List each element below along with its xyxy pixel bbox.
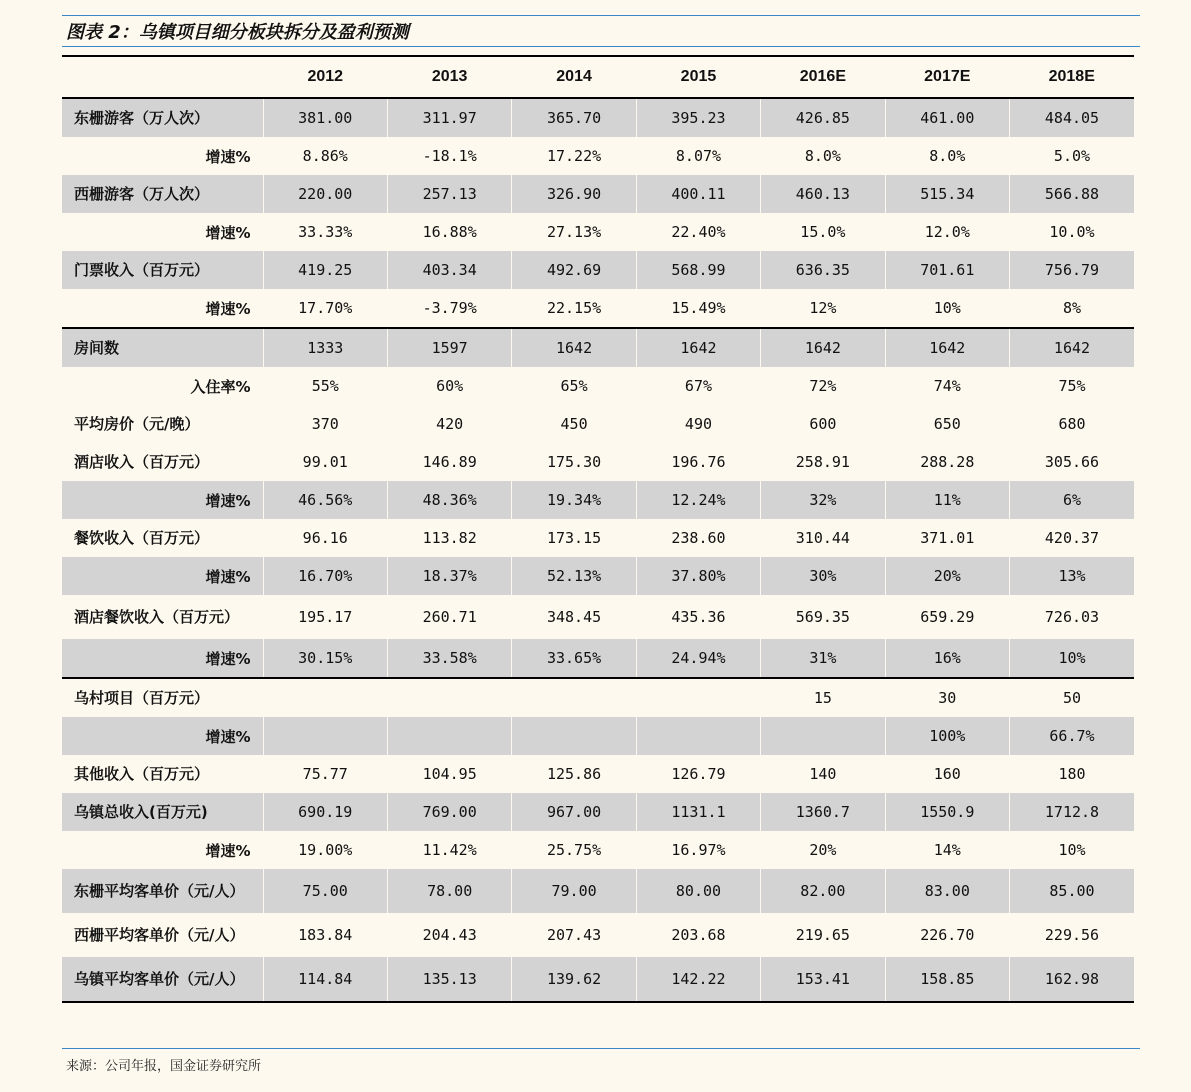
row-label: 增速% xyxy=(62,213,263,251)
value-cell: 381.00 xyxy=(263,98,387,137)
header-year: 2016E xyxy=(761,56,885,98)
value-cell: 288.28 xyxy=(885,443,1009,481)
value-cell: 175.30 xyxy=(512,443,636,481)
row-label: 房间数 xyxy=(62,328,263,367)
row-label: 乌镇总收入(百万元) xyxy=(62,793,263,831)
value-cell: 27.13% xyxy=(512,213,636,251)
row-label: 增速% xyxy=(62,137,263,175)
row-label: 东栅平均客单价（元/人） xyxy=(62,869,263,913)
value-cell: 1642 xyxy=(512,328,636,367)
value-cell: 1550.9 xyxy=(885,793,1009,831)
value-cell: 16.70% xyxy=(263,557,387,595)
value-cell: 1360.7 xyxy=(761,793,885,831)
value-cell: 680 xyxy=(1009,405,1134,443)
value-cell: 135.13 xyxy=(387,957,511,1002)
value-cell xyxy=(512,717,636,755)
row-label: 其他收入（百万元） xyxy=(62,755,263,793)
value-cell: 260.71 xyxy=(387,595,511,639)
table-row xyxy=(62,175,1134,213)
value-cell: 66.7% xyxy=(1009,717,1134,755)
table-row xyxy=(62,755,1134,793)
value-cell: 15.0% xyxy=(761,213,885,251)
row-label: 增速% xyxy=(62,557,263,595)
value-cell: 18.37% xyxy=(387,557,511,595)
growth-row xyxy=(62,137,1134,175)
value-cell: 8% xyxy=(1009,289,1134,328)
value-cell: 20% xyxy=(761,831,885,869)
value-cell: 46.56% xyxy=(263,481,387,519)
table-row xyxy=(62,595,1134,639)
value-cell: 162.98 xyxy=(1009,957,1134,1002)
value-cell: 450 xyxy=(512,405,636,443)
value-cell: 146.89 xyxy=(387,443,511,481)
table-row xyxy=(62,793,1134,831)
value-cell: 31% xyxy=(761,639,885,678)
value-cell: 113.82 xyxy=(387,519,511,557)
value-cell: 6% xyxy=(1009,481,1134,519)
value-cell: 310.44 xyxy=(761,519,885,557)
value-cell: 72% xyxy=(761,367,885,405)
growth-row xyxy=(62,639,1134,678)
value-cell: 370 xyxy=(263,405,387,443)
value-cell: 79.00 xyxy=(512,869,636,913)
row-label: 入住率% xyxy=(62,367,263,405)
value-cell: 490 xyxy=(636,405,760,443)
value-cell xyxy=(263,678,387,717)
value-cell: 492.69 xyxy=(512,251,636,289)
value-cell: 769.00 xyxy=(387,793,511,831)
value-cell: 22.15% xyxy=(512,289,636,328)
value-cell: 204.43 xyxy=(387,913,511,957)
value-cell: 16% xyxy=(885,639,1009,678)
table-row xyxy=(62,251,1134,289)
value-cell: 83.00 xyxy=(885,869,1009,913)
value-cell: 75.00 xyxy=(263,869,387,913)
value-cell: 348.45 xyxy=(512,595,636,639)
table-row xyxy=(62,957,1134,1002)
value-cell: 158.85 xyxy=(885,957,1009,1002)
value-cell: 395.23 xyxy=(636,98,760,137)
value-cell: 48.36% xyxy=(387,481,511,519)
value-cell: 600 xyxy=(761,405,885,443)
value-cell: 33.58% xyxy=(387,639,511,678)
value-cell: 1131.1 xyxy=(636,793,760,831)
value-cell: 203.68 xyxy=(636,913,760,957)
value-cell: 30 xyxy=(885,678,1009,717)
value-cell: 104.95 xyxy=(387,755,511,793)
value-cell: 1597 xyxy=(387,328,511,367)
value-cell: 25.75% xyxy=(512,831,636,869)
value-cell: 566.88 xyxy=(1009,175,1134,213)
value-cell: 636.35 xyxy=(761,251,885,289)
value-cell: 371.01 xyxy=(885,519,1009,557)
value-cell: 967.00 xyxy=(512,793,636,831)
value-cell: 17.70% xyxy=(263,289,387,328)
value-cell: 1712.8 xyxy=(1009,793,1134,831)
value-cell: 1642 xyxy=(636,328,760,367)
value-cell: 78.00 xyxy=(387,869,511,913)
value-cell: 75% xyxy=(1009,367,1134,405)
value-cell: 140 xyxy=(761,755,885,793)
header-year: 2014 xyxy=(512,56,636,98)
value-cell: 219.65 xyxy=(761,913,885,957)
value-cell: 226.70 xyxy=(885,913,1009,957)
value-cell: 659.29 xyxy=(885,595,1009,639)
table-row xyxy=(62,405,1134,443)
value-cell: 10% xyxy=(885,289,1009,328)
value-cell: 74% xyxy=(885,367,1009,405)
value-cell: 726.03 xyxy=(1009,595,1134,639)
value-cell: 65% xyxy=(512,367,636,405)
value-cell: 8.0% xyxy=(761,137,885,175)
value-cell: 1642 xyxy=(1009,328,1134,367)
value-cell: 139.62 xyxy=(512,957,636,1002)
growth-row xyxy=(62,717,1134,755)
value-cell: 114.84 xyxy=(263,957,387,1002)
value-cell: 173.15 xyxy=(512,519,636,557)
value-cell: 10% xyxy=(1009,831,1134,869)
value-cell: 32% xyxy=(761,481,885,519)
value-cell: 195.17 xyxy=(263,595,387,639)
value-cell: -3.79% xyxy=(387,289,511,328)
value-cell: 126.79 xyxy=(636,755,760,793)
value-cell: 80.00 xyxy=(636,869,760,913)
row-label: 增速% xyxy=(62,639,263,678)
value-cell: 8.07% xyxy=(636,137,760,175)
value-cell: 403.34 xyxy=(387,251,511,289)
value-cell: 12% xyxy=(761,289,885,328)
value-cell: 461.00 xyxy=(885,98,1009,137)
table-bottom-rule xyxy=(62,1048,1140,1049)
value-cell: 20% xyxy=(885,557,1009,595)
row-label: 西栅平均客单价（元/人） xyxy=(62,913,263,957)
value-cell: 12.0% xyxy=(885,213,1009,251)
row-label: 增速% xyxy=(62,831,263,869)
value-cell: 257.13 xyxy=(387,175,511,213)
value-cell: 11% xyxy=(885,481,1009,519)
value-cell: 420.37 xyxy=(1009,519,1134,557)
value-cell: 15 xyxy=(761,678,885,717)
value-cell: 419.25 xyxy=(263,251,387,289)
row-label: 酒店收入（百万元） xyxy=(62,443,263,481)
value-cell: 22.40% xyxy=(636,213,760,251)
value-cell: 5.0% xyxy=(1009,137,1134,175)
value-cell: 14% xyxy=(885,831,1009,869)
row-label: 增速% xyxy=(62,481,263,519)
header-year: 2012 xyxy=(263,56,387,98)
value-cell: 568.99 xyxy=(636,251,760,289)
value-cell: 420 xyxy=(387,405,511,443)
source-note: 来源：公司年报，国金证券研究所 xyxy=(66,1059,262,1074)
title-rule-bottom xyxy=(62,46,1140,47)
row-label: 餐饮收入（百万元） xyxy=(62,519,263,557)
table-row xyxy=(62,869,1134,913)
table-row xyxy=(62,678,1134,717)
growth-row xyxy=(62,213,1134,251)
value-cell: 12.24% xyxy=(636,481,760,519)
value-cell: 400.11 xyxy=(636,175,760,213)
value-cell: 153.41 xyxy=(761,957,885,1002)
header-year: 2015 xyxy=(636,56,760,98)
value-cell: 701.61 xyxy=(885,251,1009,289)
row-label: 增速% xyxy=(62,717,263,755)
value-cell: 435.36 xyxy=(636,595,760,639)
row-label: 门票收入（百万元） xyxy=(62,251,263,289)
value-cell: 37.80% xyxy=(636,557,760,595)
value-cell: 50 xyxy=(1009,678,1134,717)
value-cell: -18.1% xyxy=(387,137,511,175)
value-cell: 67% xyxy=(636,367,760,405)
value-cell: 15.49% xyxy=(636,289,760,328)
value-cell xyxy=(512,678,636,717)
value-cell: 24.94% xyxy=(636,639,760,678)
value-cell: 19.34% xyxy=(512,481,636,519)
table-row xyxy=(62,98,1134,137)
value-cell: 10% xyxy=(1009,639,1134,678)
table-row xyxy=(62,443,1134,481)
title-rule-top xyxy=(62,15,1140,16)
growth-row xyxy=(62,481,1134,519)
value-cell xyxy=(387,678,511,717)
value-cell: 650 xyxy=(885,405,1009,443)
value-cell: 426.85 xyxy=(761,98,885,137)
row-label: 东栅游客（万人次） xyxy=(62,98,263,137)
value-cell: 125.86 xyxy=(512,755,636,793)
growth-row xyxy=(62,367,1134,405)
value-cell: 100% xyxy=(885,717,1009,755)
value-cell: 17.22% xyxy=(512,137,636,175)
value-cell: 305.66 xyxy=(1009,443,1134,481)
header-year: 2013 xyxy=(387,56,511,98)
value-cell: 85.00 xyxy=(1009,869,1134,913)
header-year: 2017E xyxy=(885,56,1009,98)
value-cell: 99.01 xyxy=(263,443,387,481)
value-cell: 8.86% xyxy=(263,137,387,175)
row-label: 增速% xyxy=(62,289,263,328)
growth-row xyxy=(62,831,1134,869)
value-cell: 75.77 xyxy=(263,755,387,793)
value-cell xyxy=(387,717,511,755)
value-cell: 11.42% xyxy=(387,831,511,869)
value-cell: 8.0% xyxy=(885,137,1009,175)
value-cell: 515.34 xyxy=(885,175,1009,213)
value-cell: 183.84 xyxy=(263,913,387,957)
value-cell: 365.70 xyxy=(512,98,636,137)
table-row xyxy=(62,913,1134,957)
forecast-table xyxy=(62,55,1134,1003)
value-cell: 16.97% xyxy=(636,831,760,869)
value-cell xyxy=(263,717,387,755)
value-cell: 484.05 xyxy=(1009,98,1134,137)
value-cell: 19.00% xyxy=(263,831,387,869)
row-label: 乌村项目（百万元） xyxy=(62,678,263,717)
row-label: 乌镇平均客单价（元/人） xyxy=(62,957,263,1002)
value-cell: 160 xyxy=(885,755,1009,793)
value-cell: 10.0% xyxy=(1009,213,1134,251)
value-cell: 196.76 xyxy=(636,443,760,481)
value-cell: 1642 xyxy=(885,328,1009,367)
value-cell: 33.65% xyxy=(512,639,636,678)
value-cell: 569.35 xyxy=(761,595,885,639)
row-label: 西栅游客（万人次） xyxy=(62,175,263,213)
value-cell: 258.91 xyxy=(761,443,885,481)
table-row xyxy=(62,328,1134,367)
figure-title: 图表 2：乌镇项目细分板块拆分及盈利预测 xyxy=(66,22,409,43)
header-row xyxy=(62,56,1134,98)
value-cell xyxy=(761,717,885,755)
value-cell: 238.60 xyxy=(636,519,760,557)
value-cell: 82.00 xyxy=(761,869,885,913)
value-cell: 180 xyxy=(1009,755,1134,793)
header-year: 2018E xyxy=(1009,56,1134,98)
value-cell: 33.33% xyxy=(263,213,387,251)
value-cell: 460.13 xyxy=(761,175,885,213)
value-cell: 142.22 xyxy=(636,957,760,1002)
value-cell: 55% xyxy=(263,367,387,405)
row-label: 平均房价（元/晚） xyxy=(62,405,263,443)
value-cell: 326.90 xyxy=(512,175,636,213)
value-cell: 220.00 xyxy=(263,175,387,213)
value-cell: 30% xyxy=(761,557,885,595)
value-cell: 207.43 xyxy=(512,913,636,957)
value-cell: 52.13% xyxy=(512,557,636,595)
value-cell xyxy=(636,717,760,755)
value-cell: 1642 xyxy=(761,328,885,367)
growth-row xyxy=(62,289,1134,328)
value-cell: 16.88% xyxy=(387,213,511,251)
value-cell: 13% xyxy=(1009,557,1134,595)
value-cell: 60% xyxy=(387,367,511,405)
value-cell: 756.79 xyxy=(1009,251,1134,289)
value-cell xyxy=(636,678,760,717)
growth-row xyxy=(62,557,1134,595)
value-cell: 690.19 xyxy=(263,793,387,831)
table-row xyxy=(62,519,1134,557)
value-cell: 1333 xyxy=(263,328,387,367)
value-cell: 229.56 xyxy=(1009,913,1134,957)
value-cell: 96.16 xyxy=(263,519,387,557)
value-cell: 311.97 xyxy=(387,98,511,137)
row-label: 酒店餐饮收入（百万元） xyxy=(62,595,263,639)
value-cell: 30.15% xyxy=(263,639,387,678)
header-label-cell xyxy=(62,56,263,98)
